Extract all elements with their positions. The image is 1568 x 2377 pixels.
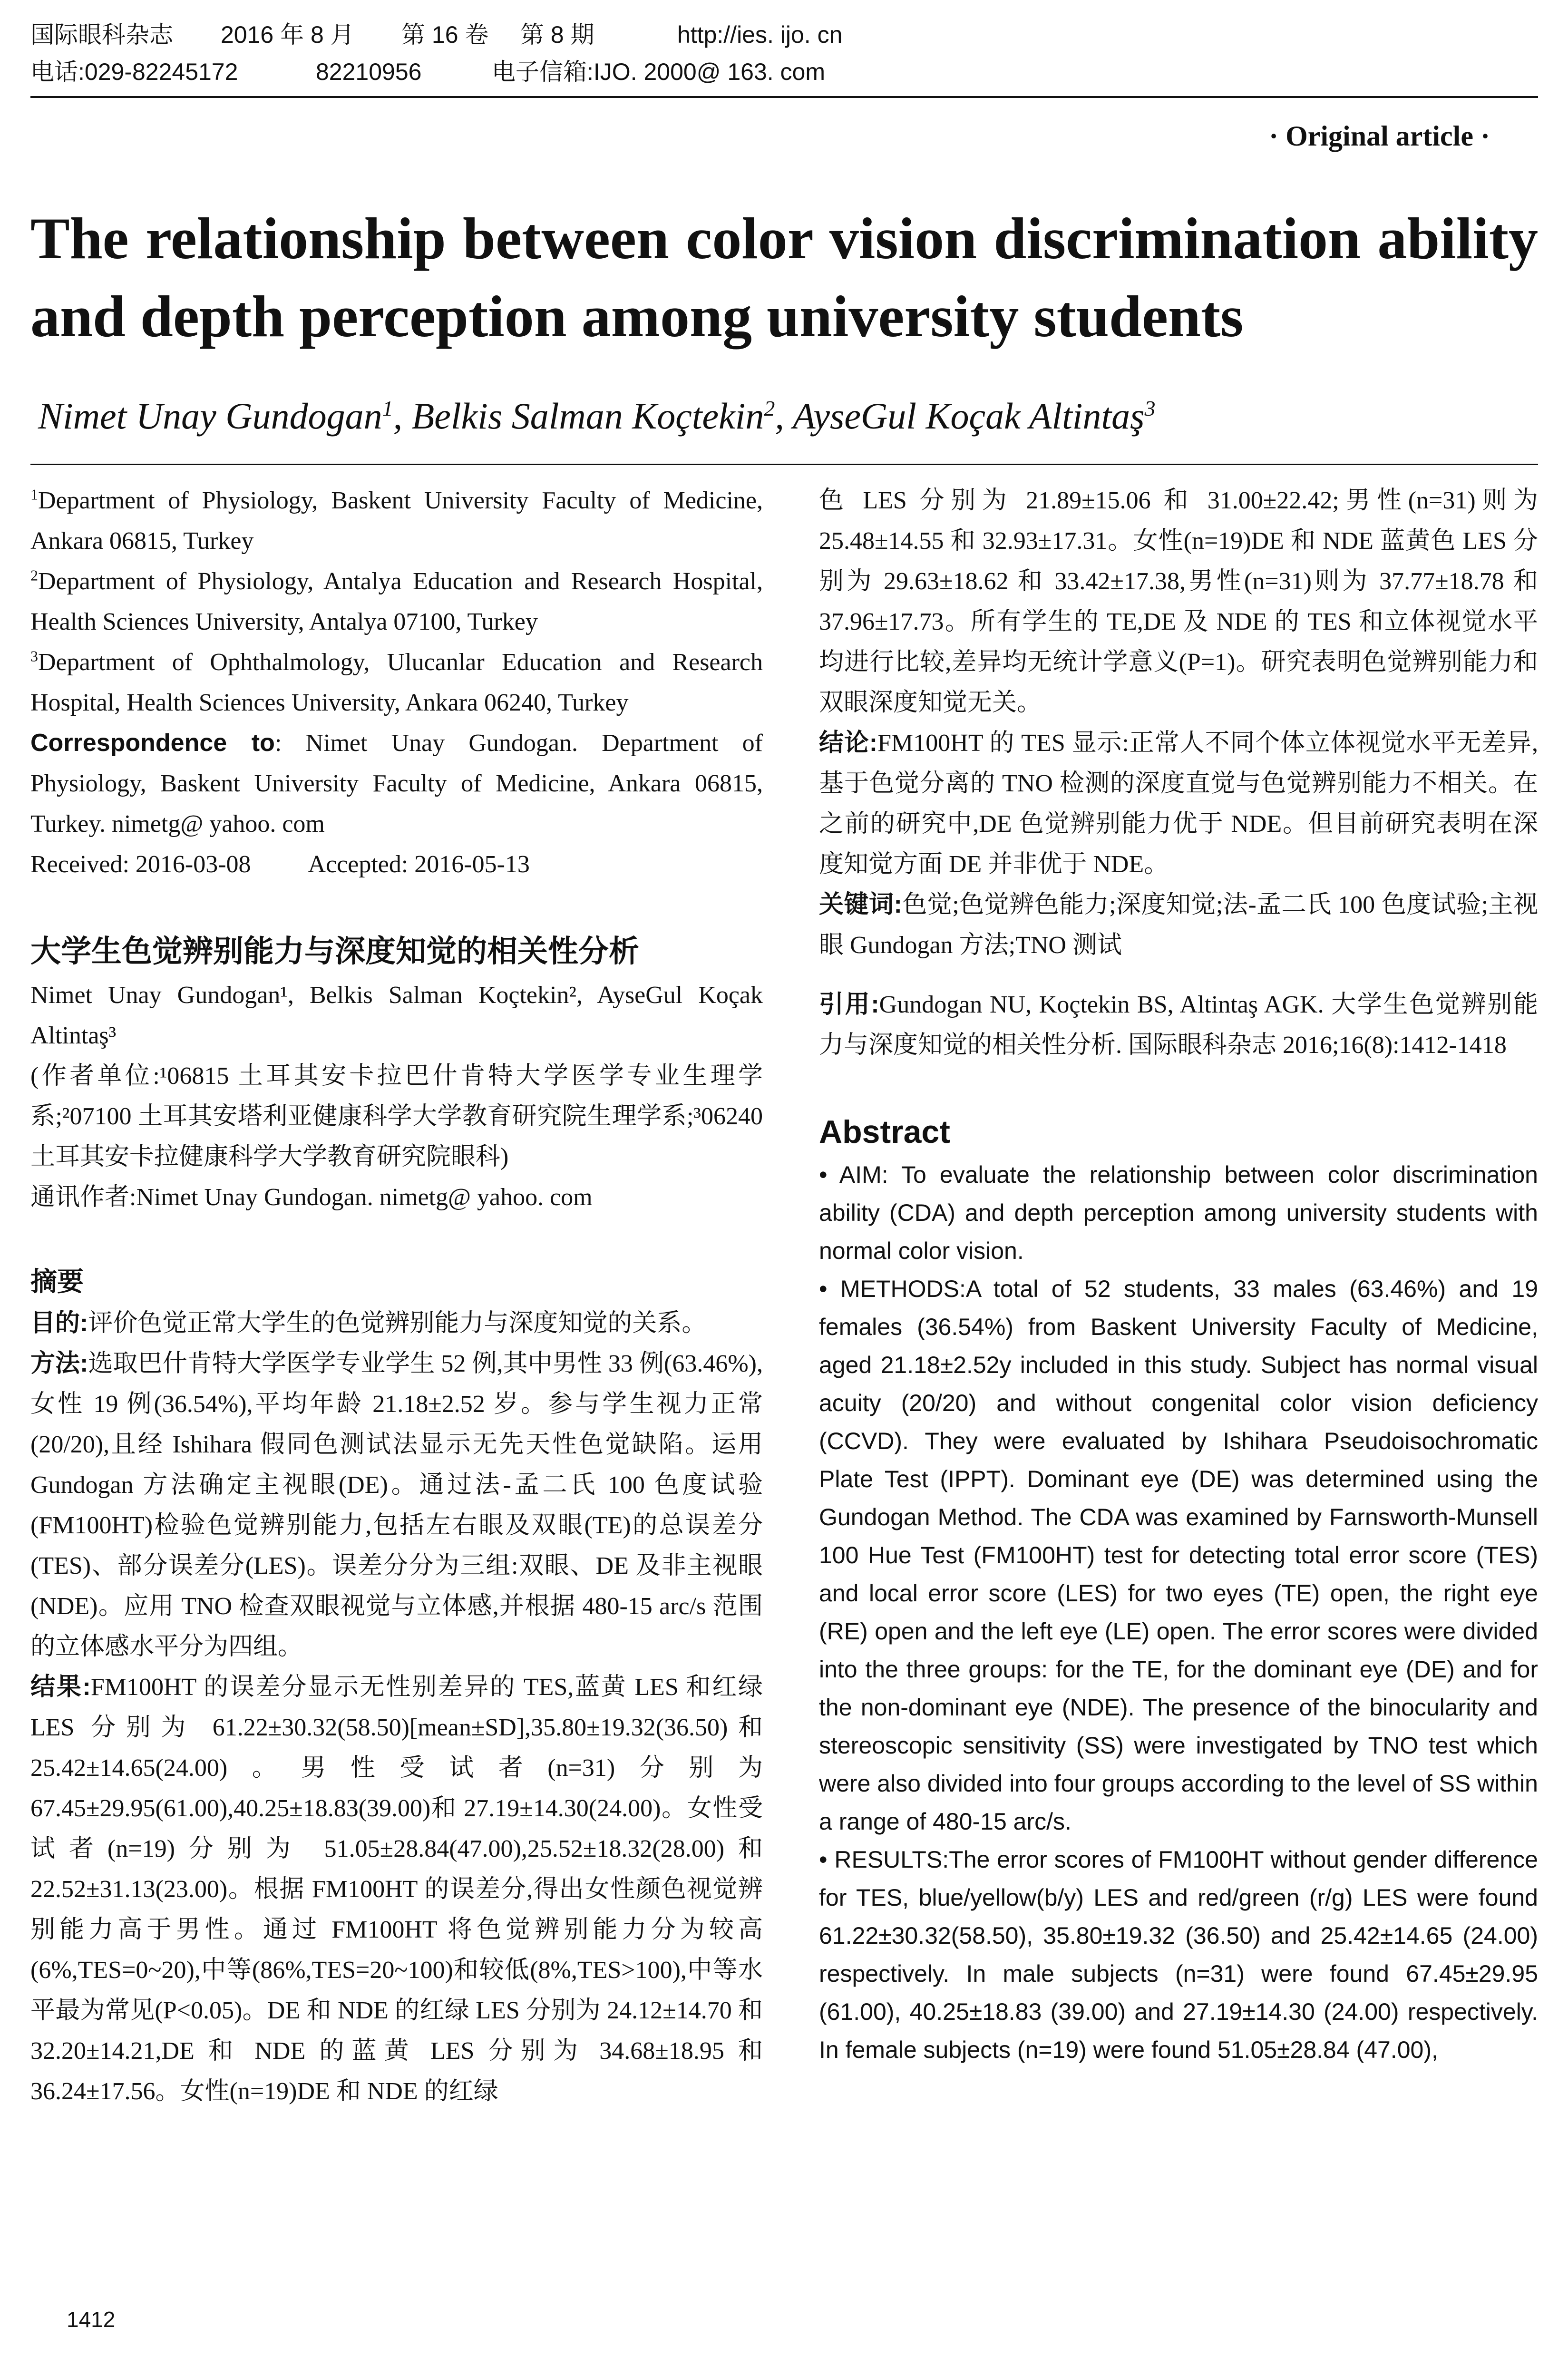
cn-title: 大学生色觉辨别能力与深度知觉的相关性分析 xyxy=(30,934,639,968)
abstract-results-label: • RESULTS: xyxy=(819,1846,949,1873)
author-2-affil-mark: 2 xyxy=(764,396,775,420)
phone-1: 电话:029-82245172 xyxy=(30,58,238,85)
abstract-methods-label: • METHODS: xyxy=(819,1276,966,1302)
affiliation-2: $^2$Department of Physiology, Antalya Education and Research Hospital, Health Sciences University, Antalya 07100, Turkey xyxy=(30,566,763,635)
left-column xyxy=(30,480,763,2112)
received-accepted-dates xyxy=(30,844,763,885)
author-1-affil-mark: 1 xyxy=(382,396,393,420)
cn-conclusion: 结论:FM100HT 的 TES 显示:正常人不同个体立体视觉水平无差异,基于色觉分离的 TNO 检测的深度直觉与色觉辨别能力不相关。在之前的研究中,DE 色觉辨别能力优于 NDE。但目前研究表明在深度知觉方面 DE 并非优于 NDE。 xyxy=(819,729,1538,878)
abstract-aim: • AIM: To evaluate the relationship between color discrimination ability (CDA) and depth perception among university students with normal color vision. xyxy=(819,1161,1538,1264)
cn-results-label: 结果: xyxy=(30,1673,91,1701)
received-date: Received: 2016-03-08 xyxy=(30,851,251,878)
issue-date: 2016 年 8 月 xyxy=(221,21,354,48)
cn-objective-label: 目的: xyxy=(30,1309,88,1337)
journal-name: 国际眼科杂志 xyxy=(30,21,173,48)
affiliation-3: $^3$Department of Ophthalmology, Ulucanlar Education and Research Hospital, Health Sciences University, Ankara 06240, Turkey xyxy=(30,647,763,716)
abstract-results: • RESULTS:The error scores of FM100HT without gender difference for TES, blue/yellow(b/y) LES and red/green (r/g) LES were found 61.22±30.32(58.50), 35.80±19.32 (36.50) and 25.42±14.65 (24.00) respectively. In male subjects (n=31) were found 67.45±29.95 (61.00), 40.25±18.83 (39.00) and 27.19±14.30 (24.00) respectively. In female subjects (n=19) were found 51.05±28.84 (47.00), xyxy=(819,1846,1538,2063)
issue: 第 8 期 xyxy=(520,21,594,48)
cn-keywords: 关键词:色觉;色觉辨色能力;深度知觉;法-孟二氏 100 色度试验;主视眼 Gundogan 方法;TNO 测试 xyxy=(819,891,1538,959)
journal-url[interactable]: http://ies. ijo. cn xyxy=(677,21,843,48)
cn-results: 结果:FM100HT 的误差分显示无性别差异的 TES,蓝黄 LES 和红绿 LES 分别为 61.22±30.32(58.50)[mean±SD],35.80±19.32(36.50)和 25.42±14.65(24.00)。男性受试者(n=31)分别为 67.45±29.95(61.00),40.25±18.83(39.00)和 27.19±14.30(24.00)。女性受试者(n=19)分别为 51.05±28.84(47.00),25.52±18.32(28.00)和 22.52±31.13(23.00)。根据 FM100HT 的误差分,得出女性颜色视觉辨别能力高于男性。通过 FM100HT 将色觉辨别能力分为较高(6%,TES=0~20),中等(86%,TES=20~100)和较低(8%,TES>100),中等水平最为常见(P<0.05)。DE 和 NDE 的红绿 LES 分别为 24.12±14.70 和 32.20±14.21,DE 和 NDE 的蓝黄 LES 分别为 34.68±18.95 和 36.24±17.56。女性(n=19)DE 和 NDE 的红绿 xyxy=(30,1673,763,2105)
correspondence-text: : Nimet Unay Gundogan. Department of Physiology, Baskent University Faculty of Medicine, Ankara 06815, Turkey. nimetg@ yahoo. com xyxy=(30,730,763,838)
author-3-affil-mark: 3 xyxy=(1144,396,1156,420)
cn-conclusion-label: 结论: xyxy=(819,729,878,757)
article-title: The relationship between color vision discrimination ability and depth perception among university students xyxy=(30,206,1538,349)
abstract-methods: • METHODS:A total of 52 students, 33 males (63.46%) and 19 females (36.54%) from Baskent University Faculty of Medicine, aged 21.18±2.52y included in this study. Subject has normal visual acuity (20/20) and without congenital color vision deficiency (CCVD). They were evaluated by Ishihara Pseudoisochromatic Plate Test (IPPT). Dominant eye (DE) was determined using the Gundogan Method. The CDA was examined by Farnsworth-Munsell 100 Hue Test (FM100HT) test for detecting total error score (TES) and local error score (LES) for two eyes (TE) open, the right eye (RE) open and the left eye (LE) open. The error scores were divided into the three groups: for the TE, for the dominant eye (DE) and for the non-dominant eye (NDE). The presence of the binocularity and stereoscopic sensitivity (SS) were investigated by TNO test which were also divided into four groups according to the level of SS within a range of 480-15 arc/s. xyxy=(819,1276,1539,1835)
correspondence-label: Correspondence to xyxy=(30,729,275,757)
page-number: 1412 xyxy=(67,2307,116,2332)
correspondence xyxy=(30,723,763,844)
cn-affiliations: (作者单位:¹06815 土耳其安卡拉巴什肯特大学医学专业生理学系;²07100 土耳其安塔利亚健康科学大学教育研究院生理学系;³06240 土耳其安卡拉健康科学大学教育研究院眼科) xyxy=(30,1062,763,1170)
article-type: · Original article · xyxy=(1269,120,1490,152)
affiliation-1: $^1$Department of Physiology, Baskent University Faculty of Medicine, Ankara 06815, Turkey xyxy=(30,486,763,555)
cn-correspondence: 通讯作者:Nimet Unay Gundogan. nimetg@ yahoo. com xyxy=(30,1184,593,1211)
cn-methods-label: 方法: xyxy=(30,1350,88,1377)
cn-authors: Nimet Unay Gundogan¹, Belkis Salman Koçtekin², AyseGul Koçak Altintaş³ xyxy=(30,982,763,1049)
abstract-heading: Abstract xyxy=(819,1114,950,1150)
phone-2: 82210956 xyxy=(316,58,422,85)
author-list: Nimet Unay Gundogan$^1$, Belkis Salman Koçtekin$^2$, AyseGul Koçak Altintaş$^3$ xyxy=(38,395,1156,437)
authors-divider xyxy=(30,464,1538,465)
cn-citation-label: 引用: xyxy=(819,991,879,1018)
volume: 第 16 卷 xyxy=(401,21,489,48)
accepted-date: Accepted: 2016-05-13 xyxy=(308,851,530,878)
cn-objective: 目的:评价色觉正常大学生的色觉辨别能力与深度知觉的关系。 xyxy=(30,1309,707,1337)
author-1: Nimet Unay Gundogan xyxy=(38,395,382,437)
header-divider xyxy=(30,96,1538,98)
cn-citation: 引用:Gundogan NU, Koçtekin BS, Altintaş AGK. 大学生色觉辨别能力与深度知觉的相关性分析. 国际眼科杂志 2016;16(8):1412-1418 xyxy=(819,991,1538,1059)
journal-email[interactable]: 电子信箱:IJO. 2000@ 163. com xyxy=(492,58,826,85)
cn-keywords-label: 关键词: xyxy=(819,891,902,918)
cn-methods: 方法:选取巴什肯特大学医学专业学生 52 例,其中男性 33 例(63.46%),女性 19 例(36.54%),平均年龄 21.18±2.52 岁。参与学生视力正常(20/20),且经 Ishihara 假同色测试法显示无先天性色觉缺陷。运用 Gundogan 方法确定主视眼(DE)。通过法-孟二氏 100 色度试验(FM100HT)检验色觉辨别能力,包括左右眼及双眼(TE)的总误差分(TES)、部分误差分(LES)。误差分分为三组:双眼、DE 及非主视眼(NDE)。应用 TNO 检查双眼视觉与立体感,并根据 480-15 arc/s 范围的立体感水平分为四组。 xyxy=(30,1350,763,1660)
cn-abstract-heading: 摘要 xyxy=(30,1266,84,1296)
abstract-aim-label: • AIM: xyxy=(819,1161,888,1188)
journal-header xyxy=(30,16,1538,90)
cn-results-continued: 色 LES 分别为 21.89±15.06 和 31.00±22.42;男性(n=31)则为 25.48±14.55 和 32.93±17.31。女性(n=19)DE 和 NDE 蓝黄色 LES 分别为 29.63±18.62 和 33.42±17.38,男性(n=31)则为 37.77±18.78 和 37.96±17.73。所有学生的 TE,DE 及 NDE 的 TES 和立体视觉水平均进行比较,差异均无统计学意义(P=1)。研究表明色觉辨别能力和双眼深度知觉无关。 xyxy=(819,487,1538,716)
author-2: Belkis Salman Koçtekin xyxy=(411,395,764,437)
author-3: AyseGul Koçak Altintaş xyxy=(793,395,1145,437)
right-column xyxy=(819,480,1538,2069)
